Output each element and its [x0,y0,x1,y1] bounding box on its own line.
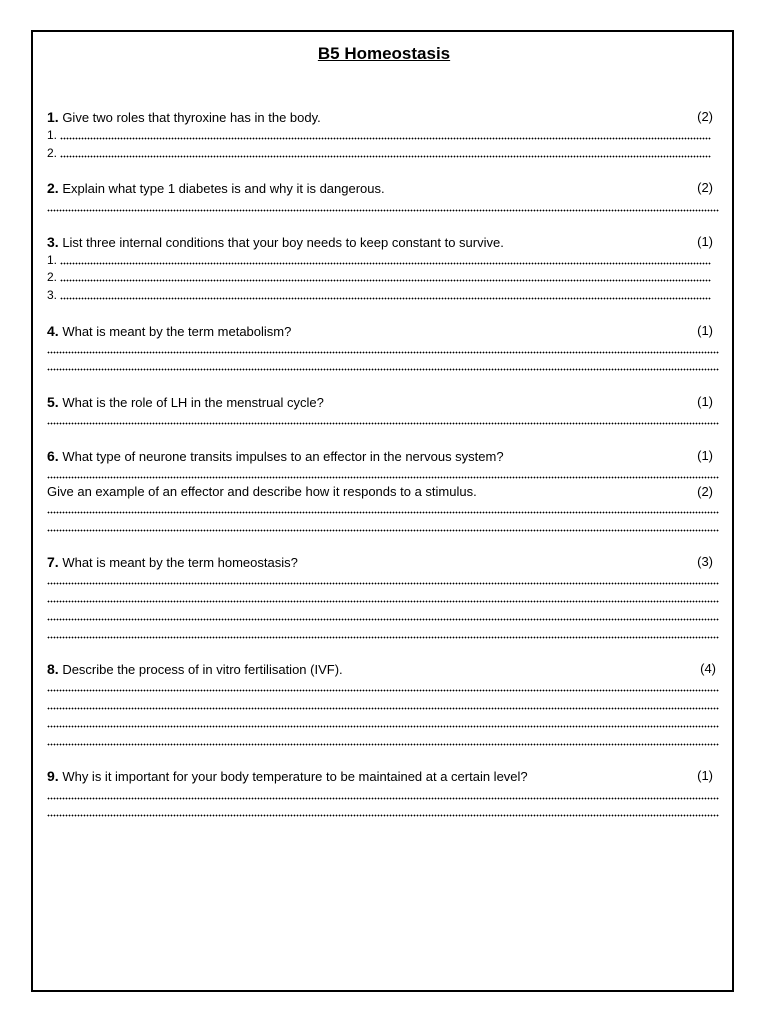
question-text: What type of neurone transits impulses to an effector in the nervous system? [62,449,504,464]
dotted-rule [47,467,719,481]
dotted-rule [47,413,719,427]
question-number: 3. [47,234,59,250]
question-number: 7. [47,554,59,570]
question-marks: (2) [697,180,713,195]
dotted-rule [47,609,719,623]
question-marks: (1) [697,448,713,463]
answer-line[interactable] [47,680,719,694]
dotted-rule [47,698,719,712]
question-5 [47,393,713,411]
question-6-subpart [47,483,713,501]
question-4 [47,322,713,340]
dotted-rule [60,128,711,142]
question-2 [47,179,713,197]
answer-line[interactable] [47,520,719,534]
question-text: List three internal conditions that your boy needs to keep constant to survive. [62,235,504,250]
question-number: 9. [47,768,59,784]
question-6 [47,447,713,465]
dotted-rule [47,573,719,587]
dotted-rule [47,716,719,730]
line-number: 1. [47,253,58,267]
question-3 [47,233,713,251]
line-number: 2. [47,270,58,284]
question-number: 6. [47,448,59,464]
dotted-rule [60,288,711,302]
question-text: Describe the process of in vitro fertilisation (IVF). [62,662,343,677]
answer-line[interactable] [47,609,719,623]
answer-line[interactable] [47,573,719,587]
line-number: 1. [47,128,58,142]
question-marks: (3) [697,554,713,569]
question-marks: (1) [697,234,713,249]
answer-line[interactable] [47,146,713,160]
dotted-rule [47,200,719,214]
question-text: What is the role of LH in the menstrual cycle? [62,395,324,410]
dotted-rule [47,342,719,356]
question-text: What is meant by the term metabolism? [62,324,292,339]
dotted-rule [47,627,719,641]
answer-line[interactable] [47,591,719,605]
dotted-rule [47,788,719,802]
question-7 [47,553,713,571]
dotted-rule [60,270,711,284]
answer-line[interactable] [47,253,713,267]
question-text: Give an example of an effector and describe how it responds to a stimulus. [47,484,477,499]
question-number: 2. [47,180,59,196]
line-number: 3. [47,288,58,302]
answer-line[interactable] [47,716,719,730]
question-marks: (1) [697,394,713,409]
answer-line[interactable] [47,342,719,356]
answer-line[interactable] [47,805,719,819]
dotted-rule [47,520,719,534]
answer-line[interactable] [47,413,719,427]
line-number: 2. [47,146,58,160]
answer-line[interactable] [47,359,719,373]
answer-line[interactable] [47,502,719,516]
question-marks: (1) [697,768,713,783]
question-marks: (2) [697,109,713,124]
question-number: 1. [47,109,59,125]
answer-line[interactable] [47,200,719,214]
question-9 [47,767,713,785]
dotted-rule [60,146,711,160]
dotted-rule [47,680,719,694]
question-number: 4. [47,323,59,339]
question-marks: (4) [700,661,716,676]
worksheet-title: B5 Homeostasis [317,44,451,63]
question-1 [47,108,713,126]
question-marks: (2) [697,484,713,499]
question-marks: (1) [697,323,713,338]
dotted-rule [47,734,719,748]
question-text: Give two roles that thyroxine has in the body. [62,110,321,125]
answer-line[interactable] [47,788,719,802]
answer-line[interactable] [47,288,713,302]
answer-line[interactable] [47,698,719,712]
dotted-rule [47,359,719,373]
answer-line[interactable] [47,270,713,284]
question-8 [47,660,716,678]
question-number: 5. [47,394,59,410]
answer-line[interactable] [47,627,719,641]
dotted-rule [47,805,719,819]
question-number: 8. [47,661,59,677]
dotted-rule [60,253,711,267]
question-text: Why is it important for your body temperature to be maintained at a certain level? [62,769,528,784]
answer-line[interactable] [47,734,719,748]
question-text: Explain what type 1 diabetes is and why it is dangerous. [62,181,385,196]
answer-line[interactable] [47,467,719,481]
answer-line[interactable] [47,128,713,142]
dotted-rule [47,502,719,516]
dotted-rule [47,591,719,605]
question-text: What is meant by the term homeostasis? [62,555,298,570]
